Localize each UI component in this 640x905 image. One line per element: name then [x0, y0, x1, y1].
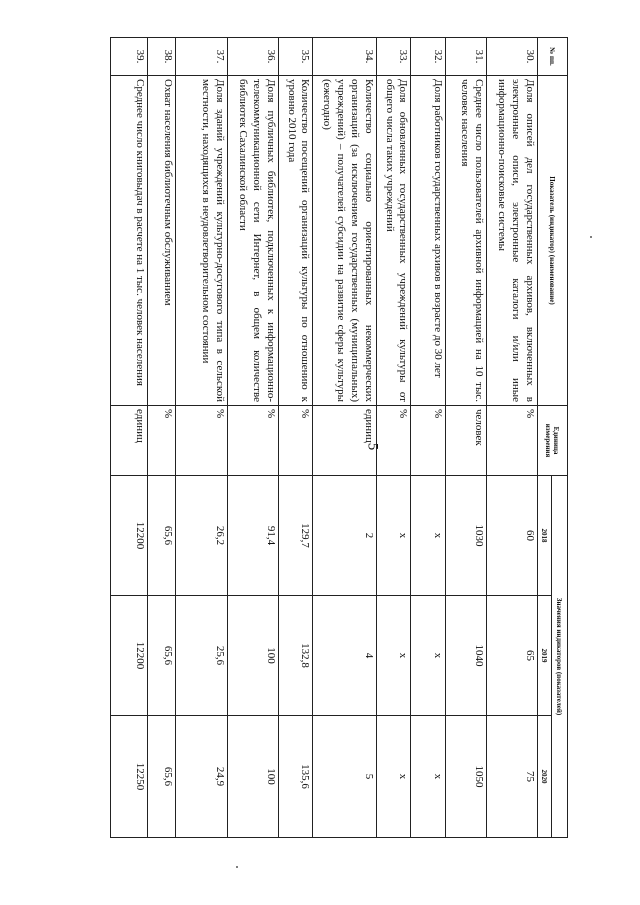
unit-cell: единиц [111, 406, 148, 476]
value-2020: 12250 [111, 716, 148, 838]
value-2018: 2 [313, 476, 376, 596]
header-unit: Единица измерения [538, 406, 568, 476]
row-number: 35. [278, 38, 313, 76]
row-number: 34. [313, 38, 376, 76]
table-row [111, 38, 148, 838]
table-row [176, 38, 227, 838]
value-2018: 65,6 [147, 476, 176, 596]
unit-cell: % [486, 406, 537, 476]
value-2019: 132,8 [278, 596, 313, 716]
value-2020: 1050 [446, 716, 487, 838]
page-number: 5 [364, 442, 381, 451]
indicator-name: Доля обновленных государственных учреждений культуры от общего числа таких учреждений [376, 76, 411, 406]
value-2020: 65,6 [147, 716, 176, 838]
indicator-name: Доля описей дел государственных архивов, включенных в электронные описи, электронные каталоги и/или иные информационно-поисковые системы [486, 76, 537, 406]
unit-cell: человек [446, 406, 487, 476]
row-number: 39. [111, 38, 148, 76]
indicator-name: Среднее число книговыдач в расчете на 1 тыс. человек населения [111, 76, 148, 406]
row-number: 30. [486, 38, 537, 76]
indicator-name: Доля работников государственных архивов в возрасте до 30 лет [411, 76, 446, 406]
value-2019: х [376, 596, 411, 716]
value-2018: 1030 [446, 476, 487, 596]
indicator-name: Доля публичных библиотек, подключенных к информационно-телекоммуникационной сети Интернет, в общем количестве библиотек Сахалинской области [227, 76, 278, 406]
value-2020: х [411, 716, 446, 838]
value-2020: 24,9 [176, 716, 227, 838]
value-2019: 12200 [111, 596, 148, 716]
indicator-name: Количество социально ориентированных некоммерческих организаций (за исключением государственных (муниципальных) учреждений) – получателей субсидии на развитие сферы культуры (ежегодно) [313, 76, 376, 406]
header-values-group: Значения индикаторов (показателей) [552, 476, 568, 838]
header-num: № пп. [538, 38, 568, 76]
table-row [376, 38, 411, 838]
value-2019: 100 [227, 596, 278, 716]
indicator-name: Доля зданий учреждений культурно-досугового типа в сельской местности, находящихся в неудовлетворительном состоянии [176, 76, 227, 406]
unit-cell: % [278, 406, 313, 476]
value-2018: 12200 [111, 476, 148, 596]
table-row [227, 38, 278, 838]
value-2019: 4 [313, 596, 376, 716]
value-2019: 65,6 [147, 596, 176, 716]
header-year-2020: 2020 [538, 716, 552, 838]
header-indicator: Показатель (индикатор) (наименование) [538, 76, 568, 406]
table-row [411, 38, 446, 838]
indicator-table-container [110, 37, 568, 837]
table-row [278, 38, 313, 838]
row-number: 38. [147, 38, 176, 76]
value-2020: 100 [227, 716, 278, 838]
value-2018: 60 [486, 476, 537, 596]
row-number: 33. [376, 38, 411, 76]
indicator-name: Среднее число пользователей архивной информацией на 10 тыс. человек населения [446, 76, 487, 406]
value-2020: 135,6 [278, 716, 313, 838]
value-2019: 65 [486, 596, 537, 716]
scan-speck [236, 866, 238, 868]
value-2020: 75 [486, 716, 537, 838]
unit-cell: % [376, 406, 411, 476]
value-2020: 5 [313, 716, 376, 838]
value-2018: х [411, 476, 446, 596]
table-row [486, 38, 537, 838]
value-2018: 129,7 [278, 476, 313, 596]
unit-cell: % [411, 406, 446, 476]
unit-cell: единиц [313, 406, 376, 476]
indicator-table [110, 37, 568, 838]
row-number: 37. [176, 38, 227, 76]
table-row [147, 38, 176, 838]
value-2019: 25,6 [176, 596, 227, 716]
value-2019: 1040 [446, 596, 487, 716]
value-2018: х [376, 476, 411, 596]
unit-cell: % [227, 406, 278, 476]
row-number: 32. [411, 38, 446, 76]
header-year-2018: 2018 [538, 476, 552, 596]
row-number: 31. [446, 38, 487, 76]
scan-speck [590, 236, 592, 238]
value-2018: 91,4 [227, 476, 278, 596]
value-2020: х [376, 716, 411, 838]
value-2018: 26,2 [176, 476, 227, 596]
indicator-name: Охват населения библиотечным обслуживанием [147, 76, 176, 406]
indicator-name: Количество посещений организаций культуры по отношению к уровню 2010 года [278, 76, 313, 406]
unit-cell: % [147, 406, 176, 476]
table-row [446, 38, 487, 838]
header-year-2019: 2019 [538, 596, 552, 716]
value-2019: х [411, 596, 446, 716]
table-row [313, 38, 376, 838]
row-number: 36. [227, 38, 278, 76]
unit-cell: % [176, 406, 227, 476]
